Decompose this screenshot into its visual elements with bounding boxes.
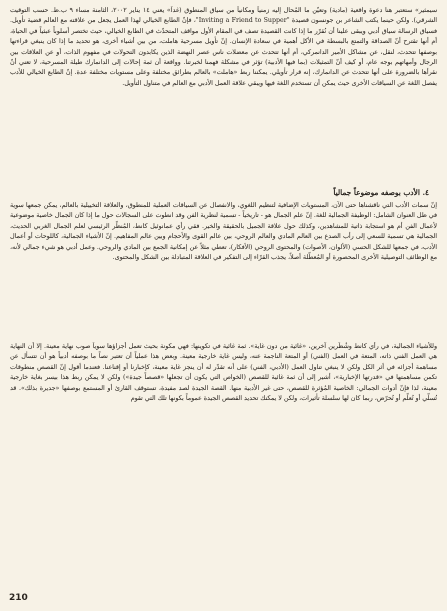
page-number: 210	[9, 593, 28, 603]
paragraph-purposiveness: وللأشياء الجمالية، في رأي كانط وشُظّرين آخرين، «غائية من دون غاية». ثمة غائية في تكوينها: فهي مكونة بحيث تعمل أجزاؤها سوياً صوب نهاية معينة. إلا أن النهاية هي العمل الفني ذاته، المتعة في العمل (الفني) أو المتعة الناجمة عنه، وليس غاية خارجية معينة. وبعض هذا عملياً أن تعتبر نصاً ما بوصفه أدبياً هو أن تتسأل عن مساهمة أجزائه في أثر الكل ولكن لا ينبغي تناول العمل (الأدبي، الفني) على أنه تقدّر له أن ينجز غاية معينة، كإخبارنا أو إقناعنا. فعندما أقول إنّ القصص منطوقات تكمن مساهمتها في «قدرتها الإخبارية»، أشير إلى أن ثمة غائية للقصص (الخواص التي يكون أن تجعلها «قصصاً جيدة») ولكن لا يمكن ربط هذا بيسر بغاية خارجية معينة، لذا فإنّ أدوات الجمالي: الخاصية المُؤثرة للقصص، حتى غير الأدبية منها. القصة الجيدة لصد مفيدة، تستوقف القارئ أو المستمع بوصفها «جديرة بذلك». قد تُسلّي أو تُعلّم أو تُحرّض، ربما كان لها سلسلة تأثيرات، ولكن لا يمكنك تحديد القصص الجيدة عموماً بكونها تلك التي تقوم	[10, 343, 437, 403]
paragraph-aesthetic: إنّ سمات الأدب التي ناقشناها حتى الآن، المستويات الإضافية لتنظيم اللغوي، والانفصال عن السياقات العملية للمنطوق، والعلاقة التخييلية بالعالم، يمكن جمعها سوية في ظل العنوان الشامل: الوظيفة الجمالية للغة. إنّ علم الجمال هو - تاريخياً - تسمية لنظرية الفن وقد انطوت على السجالات حول ما إذا كان الجمال خاصية موضوعية لأعمال الفن أم هو استجابة ذاتية للمشاهدين، وكذلك حول علاقة الجميل بالحقيقة والخير. فقي رأي عمانوئيل كانط، المُنظّر الرئيسي لعلم الجمال الغربي الحديث، الجمالية هي تسمية للسعي إلى رأب الصدع بين العالم المادي والعالم الروحي، بين عالم القوى والأحجام وبين عالم المفاهيم. إنّ الأشياء الجمالية، كاللوحات أو أعمال الأدب، في جمعها للشكل الحسي (الألوان، الأصوات) والمحتوى الروحي (الأفكار)، تعطي مثلاً عن إمكانية الجمع بين المادي والروحي. وعمل أدبي هو شيء جمالي لأنه، مع الوظائف التوصيلية الأخرى المحصورة أو المُعطّلة أصلاً، يجذب القرّاء إلى التفكير في العلاقة المتبادلة بين الشكل والمحتوى.	[10, 202, 437, 262]
section-heading: ٤. الأدب بوصفه موضوعاً جمالياً	[333, 188, 429, 197]
paragraph-intro: سيمثير» ستعتبر هنا دعوة واقعية (مادية) وتعيّن ما المُحال إليه زمنياً ومكانياً من سياق المنطوق (غداً» يعني ١٤ يناير ٢٠٠٢، الثامنة مساء ٩ ب.ظ. حسب التوقيت الشرقي). ولكن حينما يكتب الشاعر بن جونسون قصيدة "Inviting a Friend to Supper"، فإنّ الطابع الخيالي لهذا العمل يجعل من علاقته مع العالم قضية تأويل. فسياق الرسالة سياق أدبي ويبقى علينا أن نُقرّر ما إذا كانت القصيدة تصف في المقام الأول مواقف المتحدّث في الطابع الخيالي، حيث تختصر أسلوباً عبثياً في الحياة، أم أنها تقترح أنّ الصداقة والتمتع بالبسطة في الأكل أهمية في سعادة الإنسان. إنّ تأويل مسرحية هاملت، من بين أشياء أخرى، هو تحديد ما إذا كان ينبغي قراءتها بوصفها تتحدث، لنقل، عن مشاكل الأمير الدانمركي، أم أنها تتحدث عن معضلات ناس عصر النهضة الذين يكابدون التحولات في مفهوم الذات، أو عن العلاقات بين الرجال وأمهاتهم بوجه عام، أو كيف أنّ التمثيلات (بما فيها الأدبية) تؤثر في مشكلة فهمنا لخبرتنا. وواقعة أن ثمة إحالات إلى الدانمارك طيلة المسرحية، لا تعني أنّ نقرأها بالضرورة على أنها تتحدث عن الدانمارك، إنه قرار تأويلي. يمكننا ربط «هاملت» بالعالم بطرائق مختلفة وعلى مستويات مختلفة عدة. إنّ الطابع الخيالي للأدب يفصل اللغة عن السياقات الأخرى حيث يمكن أن تستخدم اللغة فيها ويبقي علاقة العمل الأدبي مع العالم في متناول التأويل.	[10, 7, 437, 87]
